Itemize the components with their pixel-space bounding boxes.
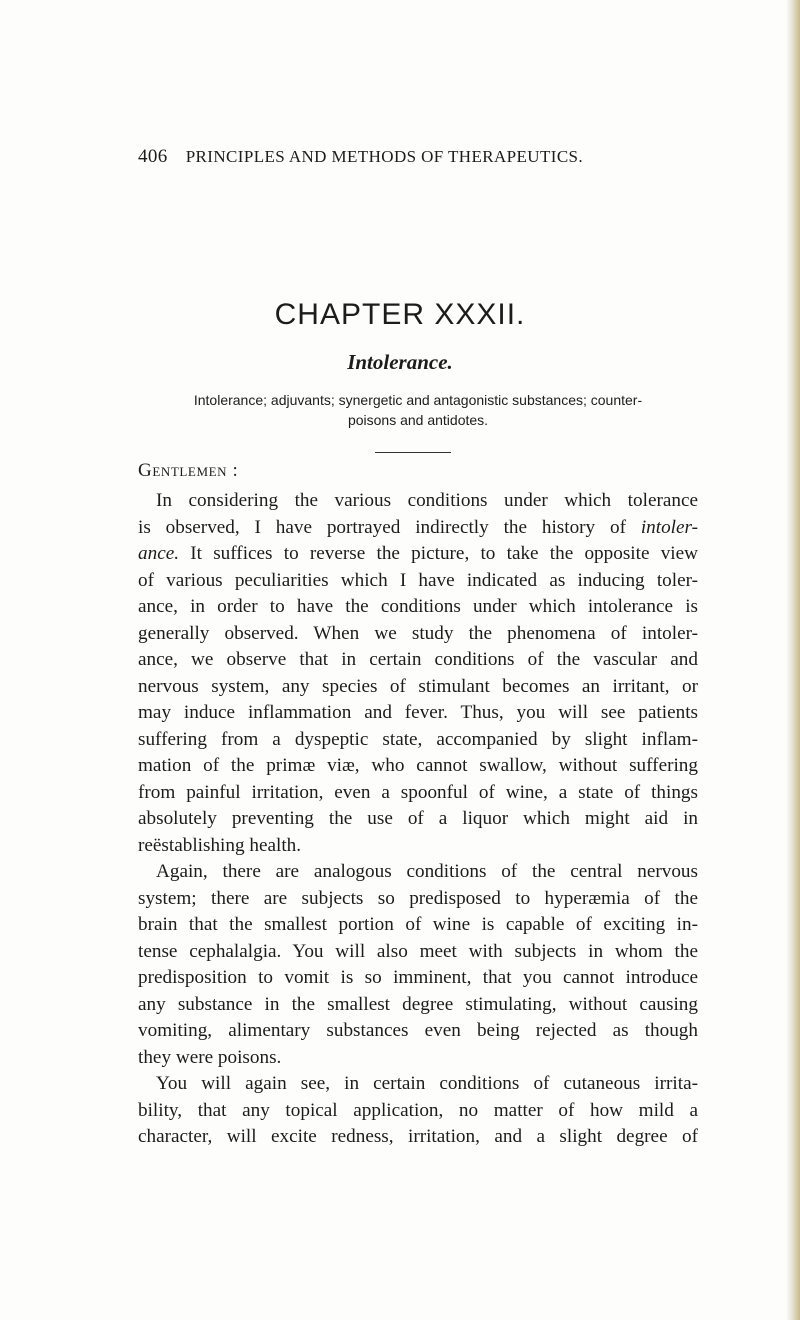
text-line: bility, that any topical application, no matter of how mild a (138, 1099, 698, 1121)
paragraph (138, 859, 698, 1071)
text-line: brain that the smallest portion of wine is capable of exciting in- (138, 914, 698, 935)
text-line: nervous system, any species of stimulant becomes an irritant, or (138, 675, 698, 697)
salutation: Gentlemen : (138, 460, 239, 481)
text-line: they were poisons. (138, 1046, 282, 1068)
text-line: generally observed. When we study the phenomena of intoler- (138, 622, 698, 644)
synopsis-line: poisons and antidotes. (347, 412, 489, 428)
text-line: may induce inflammation and fever. Thus, you will see patients (138, 702, 698, 723)
text-line: tense cephalalgia. You will also meet with subjects in whom the (138, 940, 698, 962)
paragraph (138, 1071, 698, 1151)
page-number: 406 (138, 146, 168, 167)
chapter-subtitle: Intolerance. (347, 350, 453, 374)
text-line: is observed, I have portrayed indirectly the history of intoler- (138, 516, 698, 538)
text-line: of various peculiarities which I have indicated as inducing toler- (138, 569, 698, 591)
text-line: In considering the various conditions under which tolerance (156, 490, 698, 511)
text-line: ance, in order to have the conditions under which intolerance is (138, 596, 698, 617)
body-text (138, 488, 698, 1151)
text-line: vomiting, alimentary substances even being rejected as though (138, 1020, 698, 1041)
text-line: reëstablishing health. (138, 834, 302, 856)
text-line: from painful irritation, even a spoonful of wine, a state of things (138, 781, 698, 803)
text-line: ance. It suffices to reverse the picture, to take the opposite view (138, 543, 698, 564)
running-head (138, 146, 698, 168)
text-line: You will again see, in certain conditions of cutaneous irrita- (156, 1073, 698, 1094)
running-title: PRINCIPLES AND METHODS OF THERAPEUTICS. (185, 147, 584, 166)
page-edge (786, 0, 800, 1320)
text-line: character, will excite redness, irritation, and a slight degree of (138, 1126, 698, 1147)
section-rule (375, 452, 451, 453)
text-line: Again, there are analogous conditions of the central nervous (156, 861, 698, 882)
text-line: absolutely preventing the use of a liquor which might aid in (138, 808, 698, 829)
paragraph (138, 488, 698, 859)
text-line: ance, we observe that in certain conditions of the vascular and (138, 649, 698, 670)
chapter-synopsis (138, 390, 698, 430)
text-line: mation of the primæ viæ, who cannot swallow, without suffering (138, 755, 698, 776)
text-line: suffering from a dyspeptic state, accompanied by slight inflam- (138, 728, 698, 750)
text-line: system; there are subjects so predisposed to hyperæmia of the (138, 887, 698, 909)
text-line: any substance in the smallest degree stimulating, without causing (138, 993, 698, 1015)
synopsis-line: Intolerance; adjuvants; synergetic and antagonistic substances; counter- (193, 392, 643, 408)
chapter-title: CHAPTER XXXII. (274, 298, 526, 331)
text-line: predisposition to vomit is so imminent, that you cannot introduce (138, 967, 698, 988)
